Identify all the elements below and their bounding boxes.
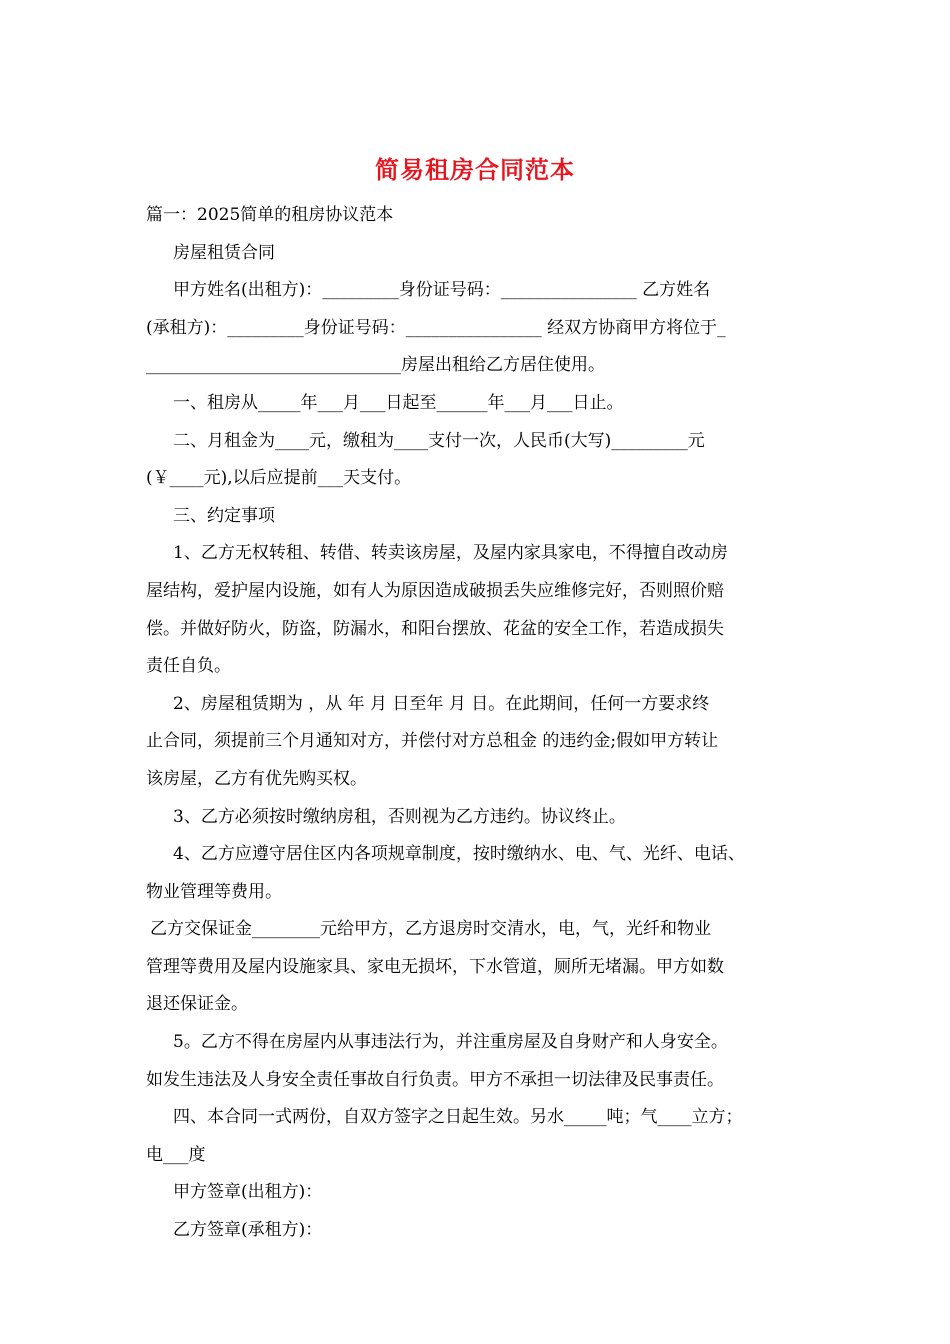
item1-line-1: 1、乙方无权转租、转借、转卖该房屋，及屋内家具家电，不得擅自改动房	[173, 543, 728, 564]
clause4-line-2: 电___度	[146, 1144, 206, 1165]
rent-line-1: 二、月租金为____元，缴租为____支付一次，人民币(大写)_________元	[173, 430, 705, 451]
signature-tenant: 乙方签章(承租方)：	[173, 1220, 323, 1241]
item5-line-2: 如发生违法及人身安全责任事故自行负责。甲方不承担一切法律及民事责任。	[146, 1069, 724, 1090]
contract-heading: 房屋租赁合同	[173, 242, 275, 263]
parties-line-1: 甲方姓名(出租方)：_________身份证号码：________________ 乙方姓名	[173, 280, 711, 301]
contract-body	[146, 197, 816, 1250]
document-title: 简易租房合同范本	[375, 155, 575, 184]
item1-line-4: 责任自负。	[146, 656, 231, 677]
parties-line-3: ______________________________房屋出租给乙方居住使用。	[146, 355, 605, 376]
subtitle: 篇一：2025简单的租房协议范本	[146, 205, 394, 225]
item2-line-3: 该房屋，乙方有优先购买权。	[146, 768, 367, 789]
item4-line-2: 物业管理等费用。	[146, 881, 282, 902]
deposit-line-2: 管理等费用及屋内设施家具、家电无损坏，下水管道，厕所无堵漏。甲方如数	[146, 956, 724, 977]
parties-line-2: (承租方)：_________身份证号码：________________ 经双方协商甲方将位于_	[146, 317, 726, 338]
term-clause: 一、租房从_____年___月___日起至______年___月___日止。	[173, 392, 624, 413]
item2-line-1: 2、房屋租赁期为 ，从 年 月 日至年 月 日。在此期间，任何一方要求终	[173, 693, 710, 714]
item4-line-1: 4、乙方应遵守居住区内各项规章制度，按时缴纳水、电、气、光纤、电话、	[173, 844, 745, 865]
item5-line-1: 5。乙方不得在房屋内从事违法行为，并注重房屋及自身财产和人身安全。	[173, 1032, 728, 1053]
item1-line-3: 偿。并做好防火，防盗，防漏水，和阳台摆放、花盆的安全工作，若造成损失	[146, 618, 724, 639]
item1-line-2: 屋结构，爱护屋内设施，如有人为原因造成破损丢失应维修完好，否则照价赔	[146, 580, 724, 601]
signature-landlord: 甲方签章(出租方)：	[173, 1182, 323, 1203]
clause4-line-1: 四、本合同一式两份，自双方签字之日起生效。另水_____吨；气____立方；	[173, 1107, 743, 1128]
deposit-line-3: 退还保证金。	[146, 994, 248, 1015]
deposit-line-1: 乙方交保证金________元给甲方，乙方退房时交清水，电，气，光纤和物业	[150, 919, 711, 940]
rent-line-2: (￥____元),以后应提前___天支付。	[146, 468, 412, 489]
item2-line-2: 止合同，须提前三个月通知对方，并偿付对方总租金 的违约金;假如甲方转让	[146, 731, 719, 752]
agreement-heading: 三、约定事项	[173, 505, 275, 526]
item3-line: 3、乙方必须按时缴纳房租，否则视为乙方违约。协议终止。	[173, 806, 626, 827]
